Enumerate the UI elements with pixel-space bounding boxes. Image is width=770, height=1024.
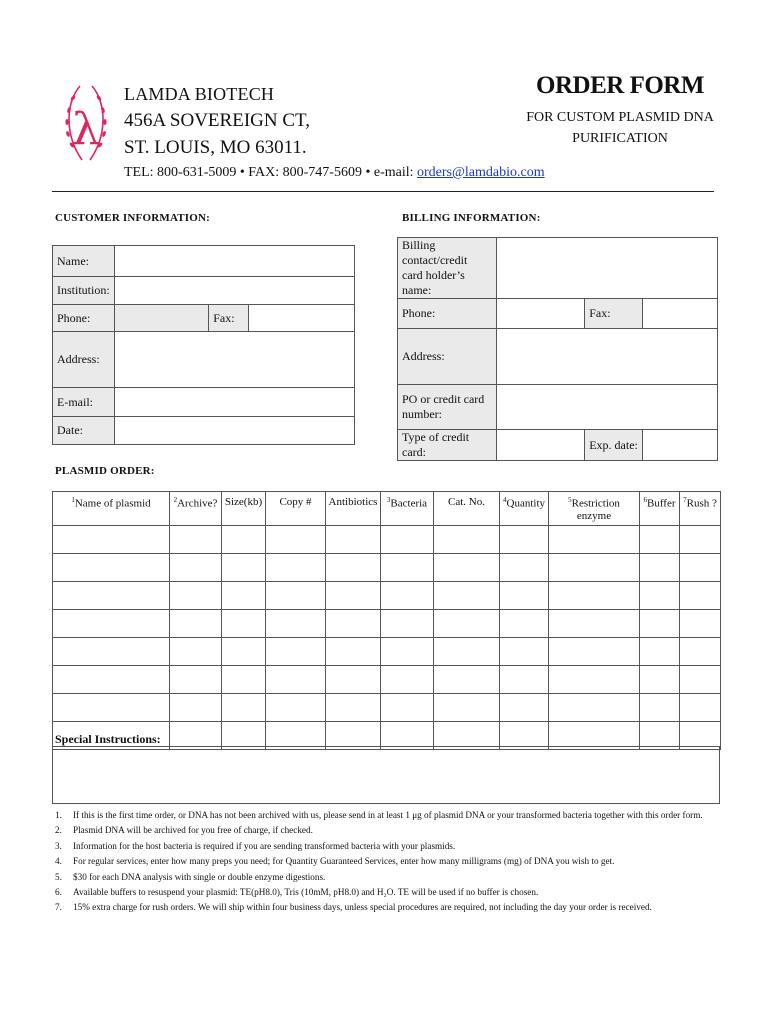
email-label: E-mail:	[53, 388, 115, 417]
plasmid-cell[interactable]	[549, 666, 640, 694]
date-label: Date:	[53, 417, 115, 445]
plasmid-row	[53, 554, 721, 582]
plasmid-col-header	[266, 492, 326, 526]
plasmid-row	[53, 666, 721, 694]
plasmid-cell[interactable]	[266, 526, 326, 554]
plasmid-cell[interactable]	[266, 554, 326, 582]
plasmid-cell[interactable]	[170, 610, 222, 638]
plasmid-cell[interactable]	[381, 554, 434, 582]
plasmid-cell[interactable]	[680, 610, 721, 638]
footnote-item	[55, 854, 735, 869]
plasmid-cell[interactable]	[500, 610, 549, 638]
footnote-ref: 6	[643, 496, 647, 504]
plasmid-col-label: Antibiotics	[328, 496, 378, 508]
plasmid-cell[interactable]	[680, 666, 721, 694]
plasmid-cell[interactable]	[640, 694, 680, 722]
form-subtitle-line1: FOR CUSTOM PLASMID DNA	[526, 110, 714, 125]
plasmid-cell[interactable]	[640, 610, 680, 638]
plasmid-cell[interactable]	[680, 554, 721, 582]
plasmid-cell[interactable]	[500, 526, 549, 554]
plasmid-col-label: Bacteria	[390, 497, 428, 510]
billing-contact-label-line1: Billing contact/credit	[402, 238, 468, 267]
footnote-text: Information for the host bacteria is required if you are sending transformed bacteria with your plasmids.	[73, 840, 456, 851]
plasmid-col-header	[434, 492, 500, 526]
plasmid-cell[interactable]	[640, 638, 680, 666]
plasmid-cell[interactable]	[500, 666, 549, 694]
footnote-number: 3.	[55, 840, 62, 851]
plasmid-col-label: Restriction enzyme	[571, 497, 620, 522]
plasmid-order-heading: PLASMID ORDER:	[55, 465, 155, 477]
phone-field[interactable]	[114, 305, 209, 332]
billing-info-table	[397, 237, 718, 461]
customer-info-heading: CUSTOMER INFORMATION:	[55, 212, 211, 224]
plasmid-cell[interactable]	[640, 582, 680, 610]
plasmid-cell[interactable]	[549, 694, 640, 722]
company-address-line1: 456A SOVEREIGN CT,	[124, 110, 310, 131]
plasmid-col-header	[500, 492, 549, 526]
plasmid-cell[interactable]	[326, 582, 381, 610]
plasmid-col-header	[170, 492, 222, 526]
footnote-ref: 1	[71, 496, 75, 504]
plasmid-cell[interactable]	[434, 526, 500, 554]
card-type-label: Type of credit card:	[398, 430, 497, 461]
plasmid-col-label: Size(kb)	[224, 496, 263, 508]
plasmid-col-header	[326, 492, 381, 526]
footnote-ref: 2	[173, 496, 178, 504]
plasmid-col-label: Buffer	[646, 497, 676, 510]
plasmid-cell[interactable]	[53, 694, 170, 722]
footnote-text: For regular services, enter how many preps you need; for Quantity Guaranteed Services, enter how many milligrams (mg) of DNA you wish to get.	[73, 856, 615, 867]
po-card-label	[398, 385, 497, 430]
plasmid-cell[interactable]	[381, 638, 434, 666]
footnote-item	[55, 870, 735, 885]
plasmid-cell[interactable]	[170, 582, 222, 610]
plasmid-row	[53, 610, 721, 638]
plasmid-col-label: Cat. No.	[448, 496, 485, 508]
plasmid-cell[interactable]	[266, 694, 326, 722]
plasmid-cell[interactable]	[640, 526, 680, 554]
plasmid-col-header	[549, 492, 640, 526]
plasmid-cell[interactable]	[53, 554, 170, 582]
fax-field[interactable]	[248, 305, 354, 332]
institution-label: Institution:	[53, 277, 115, 305]
lambda-logo-glyph: λ	[72, 104, 100, 155]
plasmid-col-label: Quantity	[506, 497, 545, 510]
plasmid-cell[interactable]	[549, 582, 640, 610]
phone-label: Phone:	[53, 305, 115, 332]
plasmid-row	[53, 526, 721, 554]
name-label: Name:	[53, 246, 115, 277]
footnote-text: Plasmid DNA will be archived for you free of charge, if checked.	[73, 825, 313, 836]
email-field[interactable]	[114, 388, 354, 417]
company-logo	[60, 78, 112, 170]
plasmid-cell[interactable]	[549, 554, 640, 582]
plasmid-cell[interactable]	[53, 526, 170, 554]
footnote-text: $30 for each DNA analysis with single or double enzyme digestions.	[73, 871, 326, 882]
billing-info-heading: BILLING INFORMATION:	[402, 212, 541, 224]
plasmid-cell[interactable]	[680, 694, 721, 722]
plasmid-cell[interactable]	[266, 610, 326, 638]
billing-phone-label: Phone:	[398, 299, 497, 329]
plasmid-col-header	[680, 492, 721, 526]
plasmid-order-table	[52, 491, 721, 750]
exp-date-label: Exp. date:	[585, 430, 643, 461]
plasmid-cell[interactable]	[680, 526, 721, 554]
address-label: Address:	[53, 332, 115, 388]
plasmid-cell[interactable]	[500, 582, 549, 610]
plasmid-col-label: Archive?	[177, 497, 218, 510]
footnote-number: 1.	[55, 810, 62, 820]
email-link[interactable]: orders@lamdabio.com	[417, 165, 545, 180]
footnote-text: Available buffers to resuspend your plasmid: TE(pH8.0), Tris (10mM, pH8.0) and H₂O. TE will be used if no buffer is chosen.	[73, 886, 539, 897]
plasmid-cell[interactable]	[434, 666, 500, 694]
plasmid-col-label: Name of plasmid	[74, 497, 151, 510]
plasmid-cell[interactable]	[170, 666, 222, 694]
date-field[interactable]	[114, 417, 354, 445]
footnote-item	[55, 900, 735, 915]
footnote-item	[55, 823, 735, 838]
plasmid-cell[interactable]	[381, 694, 434, 722]
plasmid-cell[interactable]	[170, 694, 222, 722]
plasmid-cell[interactable]	[53, 638, 170, 666]
plasmid-row	[53, 694, 721, 722]
footnote-number: 7.	[55, 902, 62, 913]
plasmid-cell[interactable]	[500, 554, 549, 582]
plasmid-cell[interactable]	[53, 610, 170, 638]
plasmid-col-header	[381, 492, 434, 526]
plasmid-cell[interactable]	[222, 638, 266, 666]
plasmid-cell[interactable]	[326, 666, 381, 694]
footnote-item	[55, 839, 735, 854]
plasmid-cell[interactable]	[381, 582, 434, 610]
plasmid-cell[interactable]	[381, 610, 434, 638]
plasmid-cell[interactable]	[680, 638, 721, 666]
plasmid-cell[interactable]	[222, 526, 266, 554]
plasmid-cell[interactable]	[222, 582, 266, 610]
header-divider	[52, 191, 714, 192]
plasmid-cell[interactable]	[170, 554, 222, 582]
footnote-number: 4.	[55, 856, 62, 867]
footnote-item	[55, 885, 735, 900]
plasmid-col-header	[222, 492, 266, 526]
plasmid-cell[interactable]	[266, 666, 326, 694]
plasmid-col-label: Rush ?	[686, 497, 717, 510]
footnote-ref: 5	[568, 496, 572, 504]
billing-address-label: Address:	[398, 329, 497, 385]
plasmid-cell[interactable]	[222, 554, 266, 582]
company-address-line2: ST. LOUIS, MO 63011.	[124, 137, 307, 158]
billing-fax-label: Fax:	[585, 299, 643, 329]
fax-label: Fax:	[209, 305, 249, 332]
plasmid-cell[interactable]	[434, 554, 500, 582]
plasmid-cell[interactable]	[326, 526, 381, 554]
customer-info-table	[52, 245, 355, 445]
plasmid-row	[53, 582, 721, 610]
footnote-item	[55, 808, 735, 823]
billing-fax-field[interactable]	[642, 299, 717, 329]
plasmid-cell[interactable]	[53, 582, 170, 610]
plasmid-cell[interactable]	[500, 694, 549, 722]
footnotes-list	[55, 808, 735, 916]
special-instructions-label: Special Instructions:	[55, 732, 161, 746]
plasmid-cell[interactable]	[381, 666, 434, 694]
plasmid-cell[interactable]	[222, 610, 266, 638]
plasmid-cell[interactable]	[434, 610, 500, 638]
plasmid-cell[interactable]	[266, 638, 326, 666]
name-field[interactable]	[114, 246, 354, 277]
plasmid-cell[interactable]	[434, 582, 500, 610]
form-title: ORDER FORM	[536, 72, 704, 99]
plasmid-cell[interactable]	[222, 694, 266, 722]
billing-contact-label	[398, 238, 497, 299]
contact-phone-fax: TEL: 800-631-5009 • FAX: 800-747-5609 • e-mail:	[124, 165, 418, 180]
plasmid-cell[interactable]	[549, 610, 640, 638]
plasmid-col-header	[640, 492, 680, 526]
plasmid-cell[interactable]	[326, 694, 381, 722]
form-subtitle-line2: PURIFICATION	[572, 131, 668, 146]
plasmid-cell[interactable]	[170, 638, 222, 666]
footnote-ref: 4	[503, 496, 507, 504]
footnote-ref: 7	[683, 496, 687, 504]
plasmid-cell[interactable]	[434, 638, 500, 666]
plasmid-cell[interactable]	[549, 638, 640, 666]
plasmid-cell[interactable]	[434, 694, 500, 722]
plasmid-cell[interactable]	[326, 554, 381, 582]
footnote-ref: 3	[386, 496, 391, 504]
billing-address-field[interactable]	[497, 329, 718, 385]
po-card-field[interactable]	[497, 385, 718, 430]
institution-field[interactable]	[114, 277, 354, 305]
company-name: LAMDA BIOTECH	[124, 84, 275, 104]
plasmid-cell[interactable]	[549, 526, 640, 554]
special-instructions-field[interactable]	[52, 746, 720, 804]
plasmid-header-row	[53, 492, 721, 526]
plasmid-cell[interactable]	[680, 582, 721, 610]
plasmid-cell[interactable]	[640, 554, 680, 582]
footnote-text: 15% extra charge for rush orders. We will ship within four business days, unless special procedures are required, not including the day your order is received.	[73, 902, 652, 913]
po-card-label-line1: PO or credit card	[402, 392, 485, 406]
footnote-text: If this is the first time order, or DNA has not been archived with us, please send in at least 1 μg of plasmid DNA or your transformed bacteria together with this order form.	[73, 810, 703, 820]
exp-date-field[interactable]	[642, 430, 717, 461]
plasmid-cell[interactable]	[381, 526, 434, 554]
address-field[interactable]	[114, 332, 354, 388]
plasmid-cell[interactable]	[326, 638, 381, 666]
po-card-label-line2: number:	[402, 407, 442, 421]
plasmid-col-header	[53, 492, 170, 526]
billing-contact-label-line2: card holder’s name:	[402, 268, 465, 297]
company-contact	[124, 165, 545, 181]
footnote-number: 6.	[55, 886, 62, 897]
billing-phone-field[interactable]	[497, 299, 585, 329]
card-type-field[interactable]	[497, 430, 585, 461]
plasmid-cell[interactable]	[170, 526, 222, 554]
plasmid-cell[interactable]	[500, 638, 549, 666]
plasmid-col-label: Copy #	[279, 496, 312, 508]
footnote-number: 2.	[55, 825, 62, 836]
plasmid-cell[interactable]	[266, 582, 326, 610]
plasmid-cell[interactable]	[640, 666, 680, 694]
plasmid-cell[interactable]	[222, 666, 266, 694]
plasmid-row	[53, 638, 721, 666]
footnote-number: 5.	[55, 871, 62, 882]
form-subtitle	[520, 107, 720, 149]
plasmid-cell[interactable]	[326, 610, 381, 638]
plasmid-cell[interactable]	[53, 666, 170, 694]
billing-contact-field[interactable]	[497, 238, 718, 299]
